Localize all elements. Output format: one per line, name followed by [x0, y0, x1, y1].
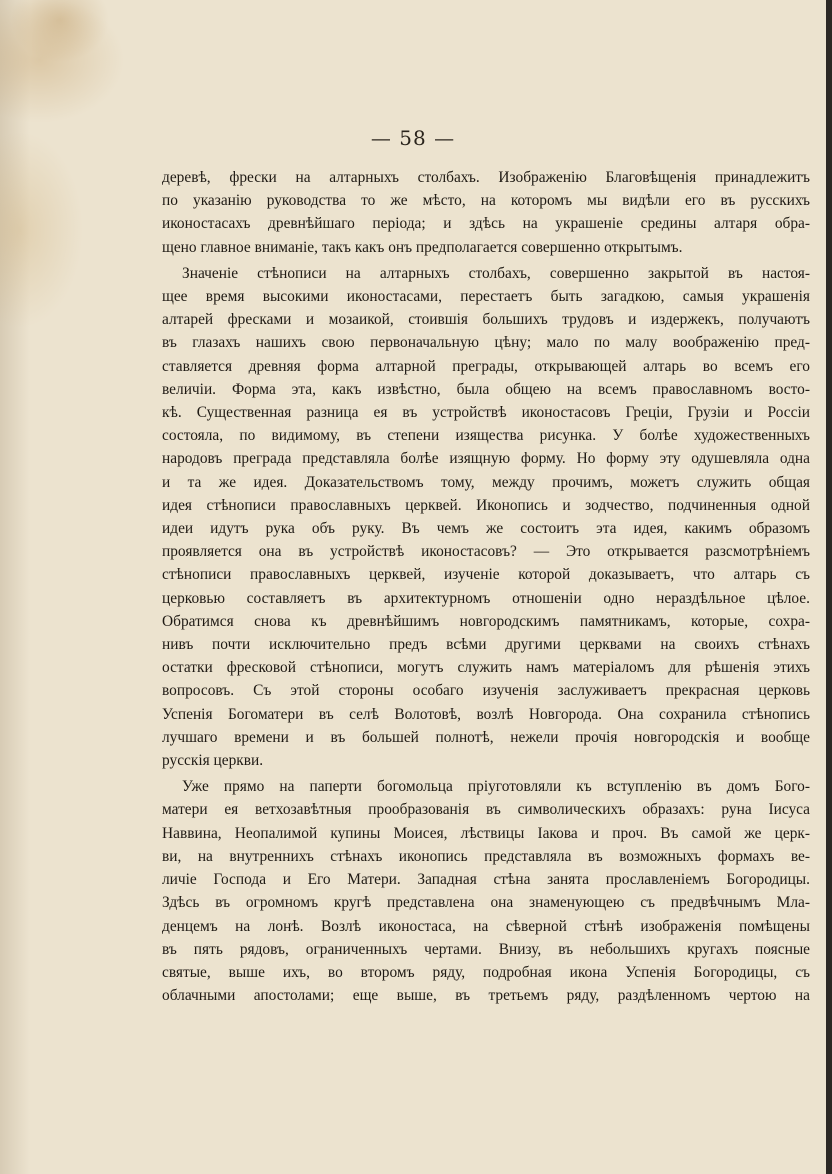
text-line: идеи идутъ рука объ руку. Въ чемъ же состоитъ эта идея, какимъ образомъ: [162, 520, 810, 538]
text-line: Успенія Богоматери въ селѣ Волотовѣ, возлѣ Новгорода. Она сохранила стѣнопись: [162, 705, 810, 723]
text-line: остатки фресковой стѣнописи, могутъ служить намъ матеріаломъ для рѣшенія этихъ: [162, 659, 810, 677]
text-line: и та же идея. Доказательствомъ тому, между прочимъ, можетъ служить общая: [162, 473, 810, 491]
text-line: иконостасахъ древнѣйшаго періода; и здѣсь на украшеніе средины алтаря обра-: [162, 215, 810, 233]
text-line: церковью составляетъ въ архитектурномъ отношеніи одно нераздѣльное цѣлое.: [162, 589, 810, 607]
text-line: личіе Господа и Его Матери. Западная стѣна занята прославленіемъ Богородицы.: [162, 871, 810, 889]
paragraph-2: [162, 262, 810, 772]
text-line: Наввина, Неопалимой купины Моисея, лѣствицы Іакова и проч. Въ самой же церк-: [162, 824, 810, 842]
text-line: деревѣ, фрески на алтарныхъ столбахъ. Изображенію Благовѣщенія принадлежитъ: [162, 169, 810, 186]
text-line: нивъ почти исключительно предъ всѣми другими церквами на своихъ стѣнахъ: [162, 636, 810, 654]
body-text: [162, 166, 810, 1007]
text-line: состояла, по видимому, въ степени изящества рисунка. У болѣе художественныхъ: [162, 427, 810, 445]
text-line: идея стѣнописи православныхъ церквей. Иконопись и зодчество, подчиненныя одной: [162, 496, 810, 514]
text-line: Значеніе стѣнописи на алтарныхъ столбахъ, совершенно закрытой въ настоя-: [182, 264, 810, 282]
text-line: матери ея ветхозавѣтныя прообразованія въ символическихъ образахъ: руна Іисуса: [162, 801, 810, 819]
text-line: лучшаго времени и въ большей полнотѣ, нежели прочія новгородскія и вообще: [162, 728, 810, 746]
text-line: святые, выше ихъ, во второмъ ряду, подробная икона Успенія Богородицы, съ: [162, 963, 810, 981]
text-line: въ пять рядовъ, ограниченныхъ чертами. Внизу, въ небольшихъ кругахъ поясные: [162, 940, 810, 958]
text-line: русскія церкви.: [162, 752, 264, 770]
text-line: вопросовъ. Съ этой стороны особаго изученія заслуживаетъ прекрасная церковь: [162, 682, 810, 700]
text-line: Обратимся снова къ древнѣйшимъ новгородскимъ памятникамъ, которые, сохра-: [162, 612, 810, 630]
page-number: — 58 —: [370, 126, 456, 150]
text-line: кѣ. Существенная разница ея въ устройствѣ иконостасовъ Греціи, Грузіи и Россіи: [162, 404, 810, 422]
text-line: проявляется она въ устройствѣ иконостасовъ? — Это открывается разсмотрѣніемъ: [162, 543, 810, 561]
text-line: алтарей фресками и мозаикой, стоившія большихъ трудовъ и издержекъ, получаютъ: [162, 311, 810, 329]
text-line: по указанію руководства то же мѣсто, на которомъ мы видѣли его въ русскихъ: [162, 192, 810, 210]
text-line: въ глазахъ нашихъ свою первоначальную цѣну; мало по малу воображенію пред-: [162, 334, 810, 352]
text-line: народовъ преграда представляла болѣе изящную форму. Но форму эту одушевляла одна: [162, 450, 810, 468]
text-line: щее время высокими иконостасами, перестаетъ быть загадкою, самыя украшенія: [162, 288, 810, 306]
paragraph-1: [162, 166, 810, 259]
text-line: Здѣсь въ огромномъ кругѣ представлена она знаменующею съ предвѣчнымъ Мла-: [162, 894, 810, 912]
text-line: ставляется древняя форма алтарной преграды, открывающей алтарь во всемъ его: [162, 357, 810, 375]
text-line: ви, на внутреннихъ стѣнахъ иконопись представляла въ возможныхъ формахъ ве-: [162, 847, 810, 865]
text-line: щено главное вниманіе, такъ какъ онъ предполагается совершенно открытымъ.: [162, 238, 683, 256]
text-line: Уже прямо на паперти богомольца пріуготовляли къ вступленію въ домъ Бого-: [182, 778, 810, 796]
text-line: величіи. Форма эта, какъ извѣстно, была общею на всемъ православномъ восто-: [162, 380, 810, 398]
paragraph-3: [162, 775, 810, 1007]
text-line: денцемъ на лонѣ. Возлѣ иконостаса, на сѣверной стѣнѣ изображенія помѣщены: [162, 917, 810, 935]
text-line: стѣнописи православныхъ церквей, изученіе которой доказываетъ, что алтарь съ: [162, 566, 810, 584]
text-line: облачными апостолами; еще выше, въ третьемъ ряду, раздѣленномъ чертою на: [162, 987, 810, 1005]
